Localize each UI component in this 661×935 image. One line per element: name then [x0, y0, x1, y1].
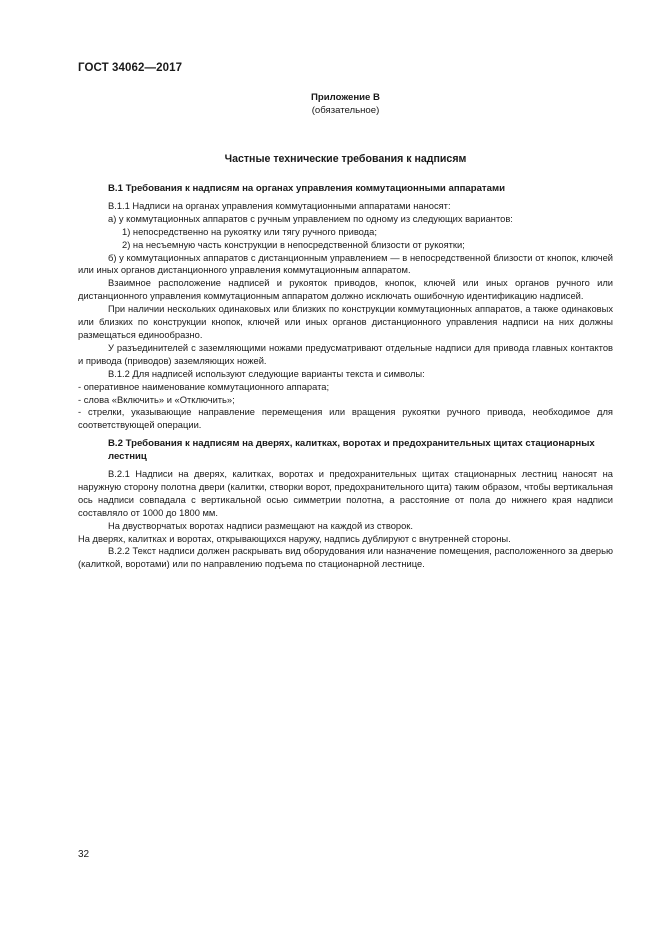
list-item: - оперативное наименование коммутационного аппарата;: [78, 381, 330, 392]
paragraph: В.2.2 Текст надписи должен раскрывать вид оборудования или назначение помещения, расположенного за дверью (калиткой, воротами) или по направлению подъема по стационарной лестнице.: [78, 546, 613, 570]
appendix-block: [78, 91, 613, 117]
paragraph: б) у коммутационных аппаратов с дистанционным управлением — в непосредственной близости от кнопок, ключей или иных органов дистанционного управления коммутационным аппаратом.: [78, 252, 613, 276]
paragraph: а) у коммутационных аппаратов с ручным управлением по одному из следующих вариантов:: [108, 213, 513, 224]
section-heading-b2: В.2 Требования к надписям на дверях, калитках, воротах и предохранительных щитах стационарных лестниц: [108, 438, 595, 463]
document-body: [78, 183, 613, 571]
paragraph: В.1.1 Надписи на органах управления коммутационными аппаратами наносят:: [108, 200, 451, 211]
paragraph: У разъединителей с заземляющими ножами предусматривают отдельные надписи для привода главных контактов и привода (приводов) заземляющих ножей.: [78, 342, 613, 366]
appendix-heading: Частные технические требования к надписям: [224, 153, 467, 165]
appendix-title: Приложение В: [311, 92, 380, 103]
page-number: 32: [78, 849, 90, 860]
list-item: 1) непосредственно на рукоятку или тягу ручного привода;: [122, 226, 377, 237]
standard-designation: ГОСТ 34062—2017: [78, 62, 183, 74]
list-item: - слова «Включить» и «Отключить»;: [78, 394, 235, 405]
paragraph: В.2.1 Надписи на дверях, калитках, воротах и предохранительных щитах стационарных лестниц наносят на наружную сторону полотна двери (калитки, створки ворот, предохранительного щита) таким образом, чтобы вертикальная ось надписи совпадала с вертикальной осью симметрии полотна, а расстояние от пола до нижнего края надписи составляло от 1000 до 1800 мм.: [78, 469, 613, 518]
paragraph: При наличии нескольких одинаковых или близких по конструкции коммутационных аппаратов, а также одинаковых или близких по конструкции кнопок, ключей или иных органов дистанционного управления надписи на них должны размещаться единообразно.: [78, 304, 613, 340]
list-item: 2) на несъемную часть конструкции в непосредственной близости от рукоятки;: [122, 239, 465, 250]
list-item: - стрелки, указывающие направление перемещения или вращения рукоятки ручного привода, необходимое для соответствующей операции.: [78, 407, 613, 431]
section-heading-b1: В.1 Требования к надписям на органах управления коммутационными аппаратами: [108, 183, 505, 194]
paragraph: В.1.2 Для надписей используют следующие варианты текста и символы:: [108, 368, 425, 379]
appendix-status: (обязательное): [311, 105, 380, 116]
paragraph: На дверях, калитках и воротах, открывающихся наружу, надпись дублируют с внутренней стороны.: [78, 533, 511, 544]
paragraph: На двустворчатых воротах надписи размещают на каждой из створок.: [108, 520, 413, 531]
paragraph: Взаимное расположение надписей и рукояток приводов, кнопок, ключей или иных органов ручного или дистанционного управления коммутационным аппаратом должно исключать ошибочную идентификацию надписей.: [78, 278, 613, 302]
